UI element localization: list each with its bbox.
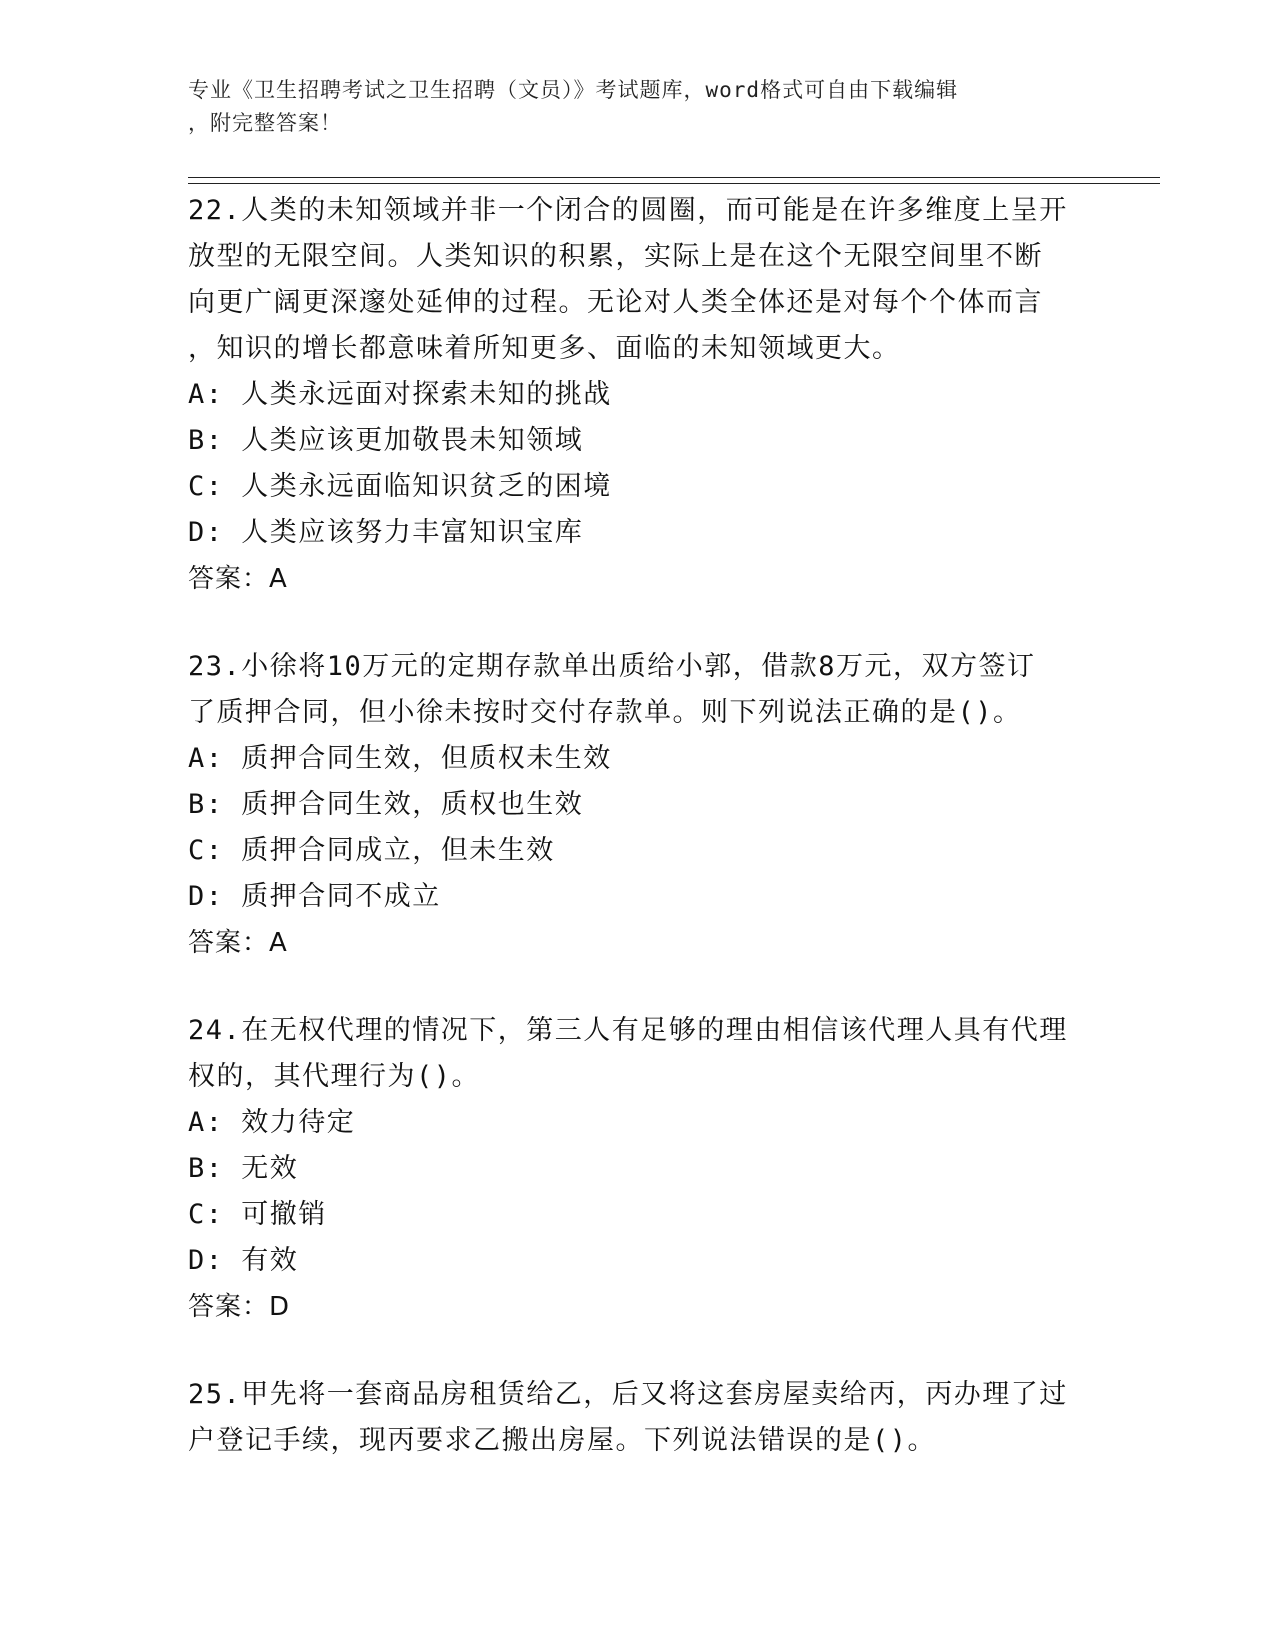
question-stem-line: 权的，其代理行为()。 bbox=[188, 1061, 481, 1092]
question-stem-line: 23.小徐将10万元的定期存款单出质给小郭，借款8万元，双方签订 bbox=[188, 651, 1036, 682]
header-line-2: ，附完整答案！ bbox=[188, 111, 342, 135]
option-c: C: 人类永远面临知识贫乏的困境 bbox=[188, 471, 612, 502]
header-rule-top bbox=[188, 177, 1160, 178]
answer-line: 答案：D bbox=[188, 1292, 291, 1322]
option-c: C: 质押合同成立，但未生效 bbox=[188, 835, 555, 866]
question-24 bbox=[188, 1008, 1088, 1330]
question-23 bbox=[188, 644, 1088, 966]
option-c: C: 可撤销 bbox=[188, 1199, 327, 1230]
option-d: D: 人类应该努力丰富知识宝库 bbox=[188, 517, 584, 548]
answer-line: 答案：A bbox=[188, 928, 288, 958]
question-stem-line: 24.在无权代理的情况下，第三人有足够的理由相信该代理人具有代理 bbox=[188, 1015, 1068, 1046]
option-d: D: 有效 bbox=[188, 1245, 299, 1276]
option-a: A: 效力待定 bbox=[188, 1107, 356, 1138]
answer-line: 答案：A bbox=[188, 564, 288, 594]
question-stem-line: 放型的无限空间。人类知识的积累，实际上是在这个无限空间里不断 bbox=[188, 241, 1043, 272]
document-header bbox=[188, 74, 1068, 140]
question-stem-line: ，知识的增长都意味着所知更多、面临的未知领域更大。 bbox=[188, 333, 901, 364]
question-stem-line: 户登记手续，现丙要求乙搬出房屋。下列说法错误的是()。 bbox=[188, 1425, 937, 1456]
question-stem-line: 了质押合同，但小徐未按时交付存款单。则下列说法正确的是()。 bbox=[188, 697, 1022, 728]
question-stem-line: 向更广阔更深邃处延伸的过程。无论对人类全体还是对每个个体而言 bbox=[188, 287, 1043, 318]
question-stem-line: 25.甲先将一套商品房租赁给乙，后又将这套房屋卖给丙，丙办理了过 bbox=[188, 1379, 1068, 1410]
question-25 bbox=[188, 1372, 1088, 1464]
question-stem-line: 22.人类的未知领域并非一个闭合的圆圈，而可能是在许多维度上呈开 bbox=[188, 195, 1068, 226]
question-22 bbox=[188, 188, 1088, 602]
header-line-1: 专业《卫生招聘考试之卫生招聘（文员）》考试题库，word格式可自由下载编辑 bbox=[188, 78, 959, 102]
option-a: A: 人类永远面对探索未知的挑战 bbox=[188, 379, 612, 410]
header-rule-bottom bbox=[188, 183, 1160, 184]
option-b: B: 质押合同生效，质权也生效 bbox=[188, 789, 584, 820]
option-a: A: 质押合同生效，但质权未生效 bbox=[188, 743, 612, 774]
option-b: B: 无效 bbox=[188, 1153, 299, 1184]
option-b: B: 人类应该更加敬畏未知领域 bbox=[188, 425, 584, 456]
option-d: D: 质押合同不成立 bbox=[188, 881, 441, 912]
